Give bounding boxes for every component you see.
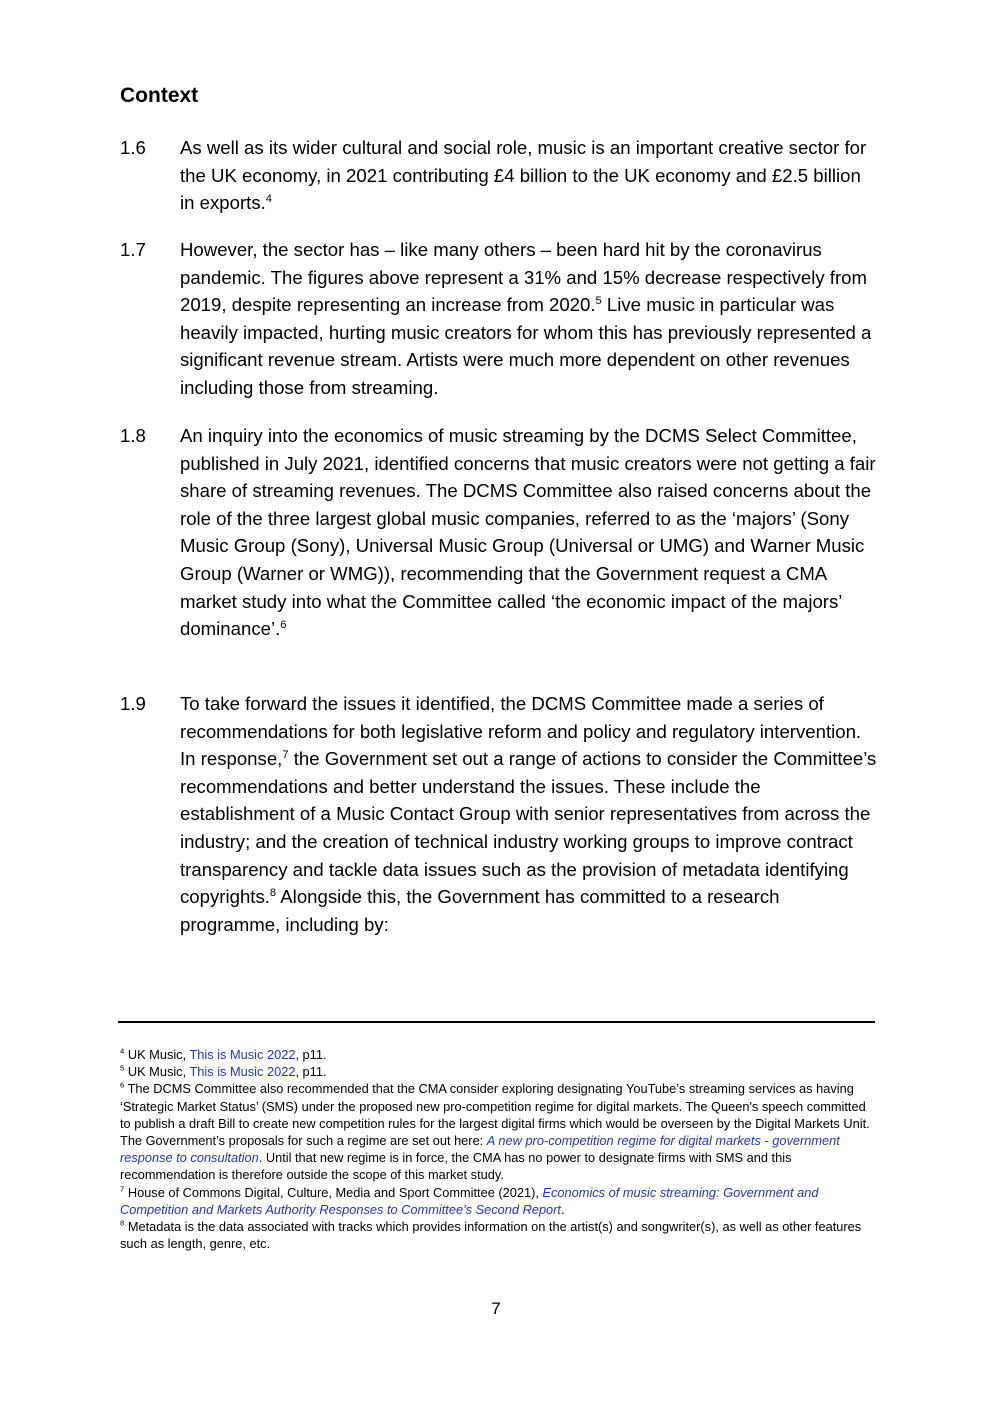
footnote-5: [120, 1063, 876, 1080]
footnote-text: House of Commons Digital, Culture, Media and Sport Committee (2021),: [124, 1184, 543, 1200]
paragraph-body: [180, 236, 880, 402]
paragraph-1-6: [120, 134, 880, 217]
footnote-number: 5: [120, 1063, 125, 1073]
page-number: 7: [491, 1299, 501, 1318]
paragraph-body: [180, 422, 880, 643]
footnote-text: Metadata is the data associated with tracks which provides information on the artist(s) and songwriter(s), as well as other features such as length, genre, etc.: [120, 1219, 862, 1252]
paragraph-text: As well as its wider cultural and social role, music is an important creative sector for the UK economy, in 2021 contributing £4 billion to the UK economy and £2.5 billion in exports.: [180, 137, 867, 214]
footnote-number: 7: [120, 1184, 125, 1194]
footnote-7: [120, 1184, 876, 1218]
paragraph-text: the Government set out a range of actions to consider the Committee’s recommendations and better understand the issues. These include the establishment of a Music Contact Group with senior representatives from across the industry; and the creation of technical industry working groups to improve contract transparency and tackle data issues such as the provision of metadata identifying copyrights.: [180, 748, 877, 908]
footnote-text: , p11.: [295, 1047, 327, 1062]
footnote-8: [120, 1218, 876, 1252]
paragraph-1-8: [120, 422, 880, 643]
section-heading: Context: [120, 84, 199, 107]
paragraph-number: 1.7: [120, 239, 146, 260]
footnote-6: [120, 1080, 876, 1183]
footnote-text: UK Music,: [124, 1047, 190, 1062]
paragraph-1-9: [120, 690, 880, 938]
footnote-ref[interactable]: 5: [595, 295, 602, 307]
footnotes: [120, 1046, 876, 1252]
footnote-link[interactable]: Economics of music streaming: Government and Competition and Markets Authority Responses to Committee’s Second Report: [120, 1184, 819, 1217]
footnote-ref[interactable]: 6: [280, 618, 287, 631]
footnote-link[interactable]: This is Music 2022: [189, 1064, 296, 1080]
paragraph-text: Alongside this, the Government has committed to a research programme, including by:: [180, 886, 780, 935]
paragraph-text: However, the sector has – like many others – been hard hit by the coronavirus pandemic. The figures above represent a 31% and 15% decrease respectively from 2019, despite representing an increase from 2020.: [180, 239, 867, 316]
paragraph-number: 1.9: [120, 693, 146, 714]
footnote-number: 6: [120, 1081, 125, 1091]
footnote-text: UK Music,: [124, 1064, 190, 1080]
footnote-number: 8: [120, 1218, 125, 1228]
paragraph-1-7: [120, 236, 880, 402]
footnote-4: [120, 1046, 876, 1063]
footnote-text: .: [561, 1201, 565, 1217]
footnote-link[interactable]: A new pro-competition regime for digital markets - government response to consultation: [120, 1133, 840, 1166]
paragraph-number: 1.8: [120, 425, 146, 446]
footnote-text: , p11.: [295, 1064, 327, 1080]
paragraph-text: To take forward the issues it identified, the DCMS Committee made a series of recommendations for both legislative reform and policy and regulatory intervention. In response,: [180, 693, 862, 770]
paragraph-body: [180, 134, 880, 217]
paragraph-body: [180, 690, 880, 938]
footnote-link[interactable]: This is Music 2022: [189, 1047, 296, 1062]
paragraph-number: 1.6: [120, 137, 146, 158]
footnote-ref[interactable]: 7: [282, 749, 289, 761]
footnote-text: The DCMS Committee also recommended that the CMA consider exploring designating YouTube’s streaming services as having ‘Strategic Market Status’ (SMS) under the proposed new pro-competition regime for digital markets. The Queen's speech committed to publish a draft Bill to create new competition rules for the largest digital firms which would be overseen by the Digital Markets Unit. The Government’s proposals for such a regime are set out here:: [120, 1081, 870, 1149]
footnote-number: 4: [120, 1046, 125, 1056]
footnote-ref[interactable]: 4: [265, 193, 272, 205]
paragraph-text: An inquiry into the economics of music streaming by the DCMS Select Committee, published in July 2021, identified concerns that music creators were not getting a fair share of streaming revenues. The DCMS Committee also raised concerns about the role of the three largest global music companies, referred to as the ‘majors’ (Sony Music Group (Sony), Universal Music Group (Universal or UMG) and Warner Music Group (Warner or WMG)), recommending that the Government request a CMA market study into what the Committee called ‘the economic impact of the majors’ dominance’.: [180, 425, 876, 640]
footnote-divider: [118, 1021, 875, 1023]
footnote-text: . Until that new regime is in force, the CMA has no power to designate firms with SMS and this recommendation is therefore outside the scope of this market study.: [120, 1150, 792, 1183]
footnote-ref[interactable]: 8: [269, 886, 277, 899]
paragraph-text: Live music in particular was heavily impacted, hurting music creators for whom this has previously represented a significant revenue stream. Artists were much more dependent on other revenues including those from streaming.: [180, 294, 872, 398]
